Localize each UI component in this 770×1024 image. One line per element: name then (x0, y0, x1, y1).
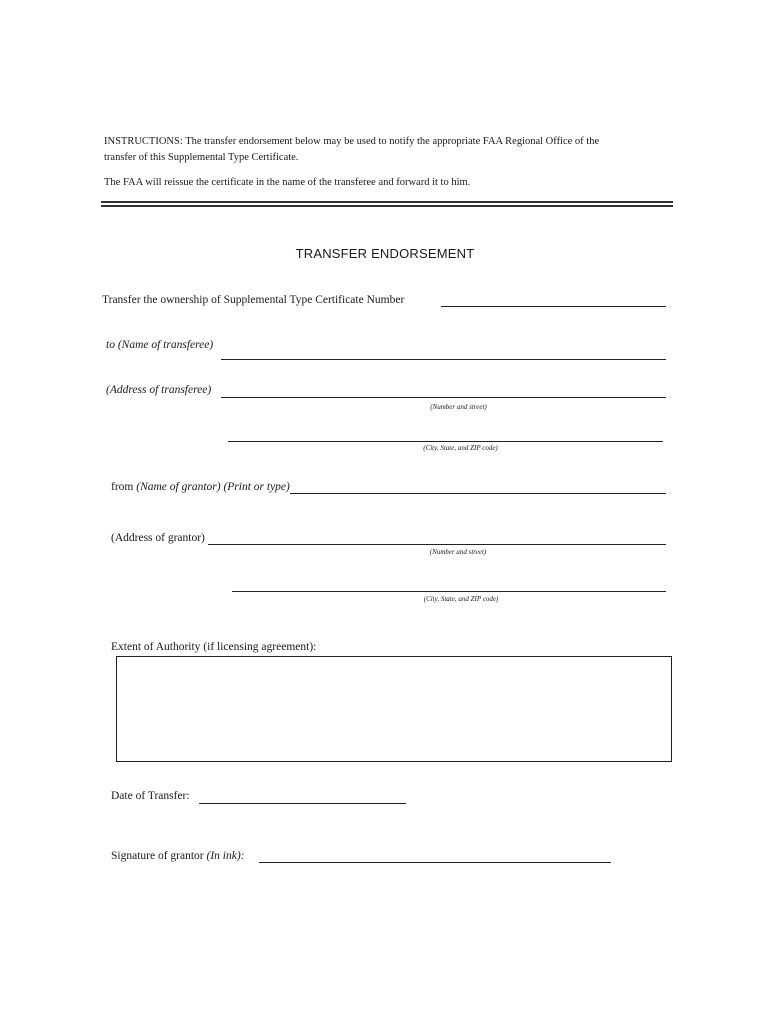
transferee-address-label: (Address of transferee) (106, 384, 212, 396)
page-title: TRANSFER ENDORSEMENT (295, 246, 475, 261)
signature-label (111, 850, 245, 862)
grantor-city-field[interactable] (232, 577, 666, 592)
authority-textbox[interactable] (116, 656, 672, 762)
authority-label: Extent of Authority (if licensing agreement): (111, 641, 317, 653)
signature-field[interactable] (259, 848, 611, 863)
instructions-line-1: INSTRUCTIONS: The transfer endorsement below may be used to notify the appropriate FAA Regional Office of the (104, 136, 600, 147)
instructions (104, 134, 664, 191)
grantor-street-field[interactable] (208, 530, 666, 545)
instructions-line-3: The FAA will reissue the certificate in the name of the transferee and forward it to him. (104, 177, 471, 188)
instructions-line-2: transfer of this Supplemental Type Certificate. (104, 152, 299, 163)
signature-label-ink: (In ink): (206, 850, 245, 862)
certificate-number-label: Transfer the ownership of Supplemental Type Certificate Number (102, 294, 405, 306)
grantor-address-label: (Address of grantor) (111, 532, 205, 544)
transferee-city-caption: (City, State, and ZIP code) (423, 444, 498, 452)
grantor-street-caption: (Number and street) (429, 548, 487, 556)
transferee-street-caption: (Number and street) (430, 403, 487, 411)
date-of-transfer-field[interactable] (199, 789, 406, 804)
certificate-number-field[interactable] (441, 292, 666, 307)
grantor-name-label (111, 481, 290, 493)
transferee-name-field[interactable] (221, 345, 666, 360)
divider-bottom (101, 205, 673, 207)
transferee-name-label: to (Name of transferee) (106, 339, 214, 351)
divider-top (101, 201, 673, 203)
grantor-name-label-italic: (Name of grantor) (Print or type) (136, 481, 290, 493)
grantor-name-prefix: from (111, 481, 134, 493)
grantor-city-caption: (City, State, and ZIP code) (423, 595, 499, 603)
transferee-street-field[interactable] (221, 383, 666, 398)
signature-label-text: Signature of grantor (111, 850, 204, 862)
transferee-city-field[interactable] (228, 427, 663, 442)
grantor-name-field[interactable] (290, 479, 666, 494)
date-of-transfer-label: Date of Transfer: (111, 790, 190, 802)
